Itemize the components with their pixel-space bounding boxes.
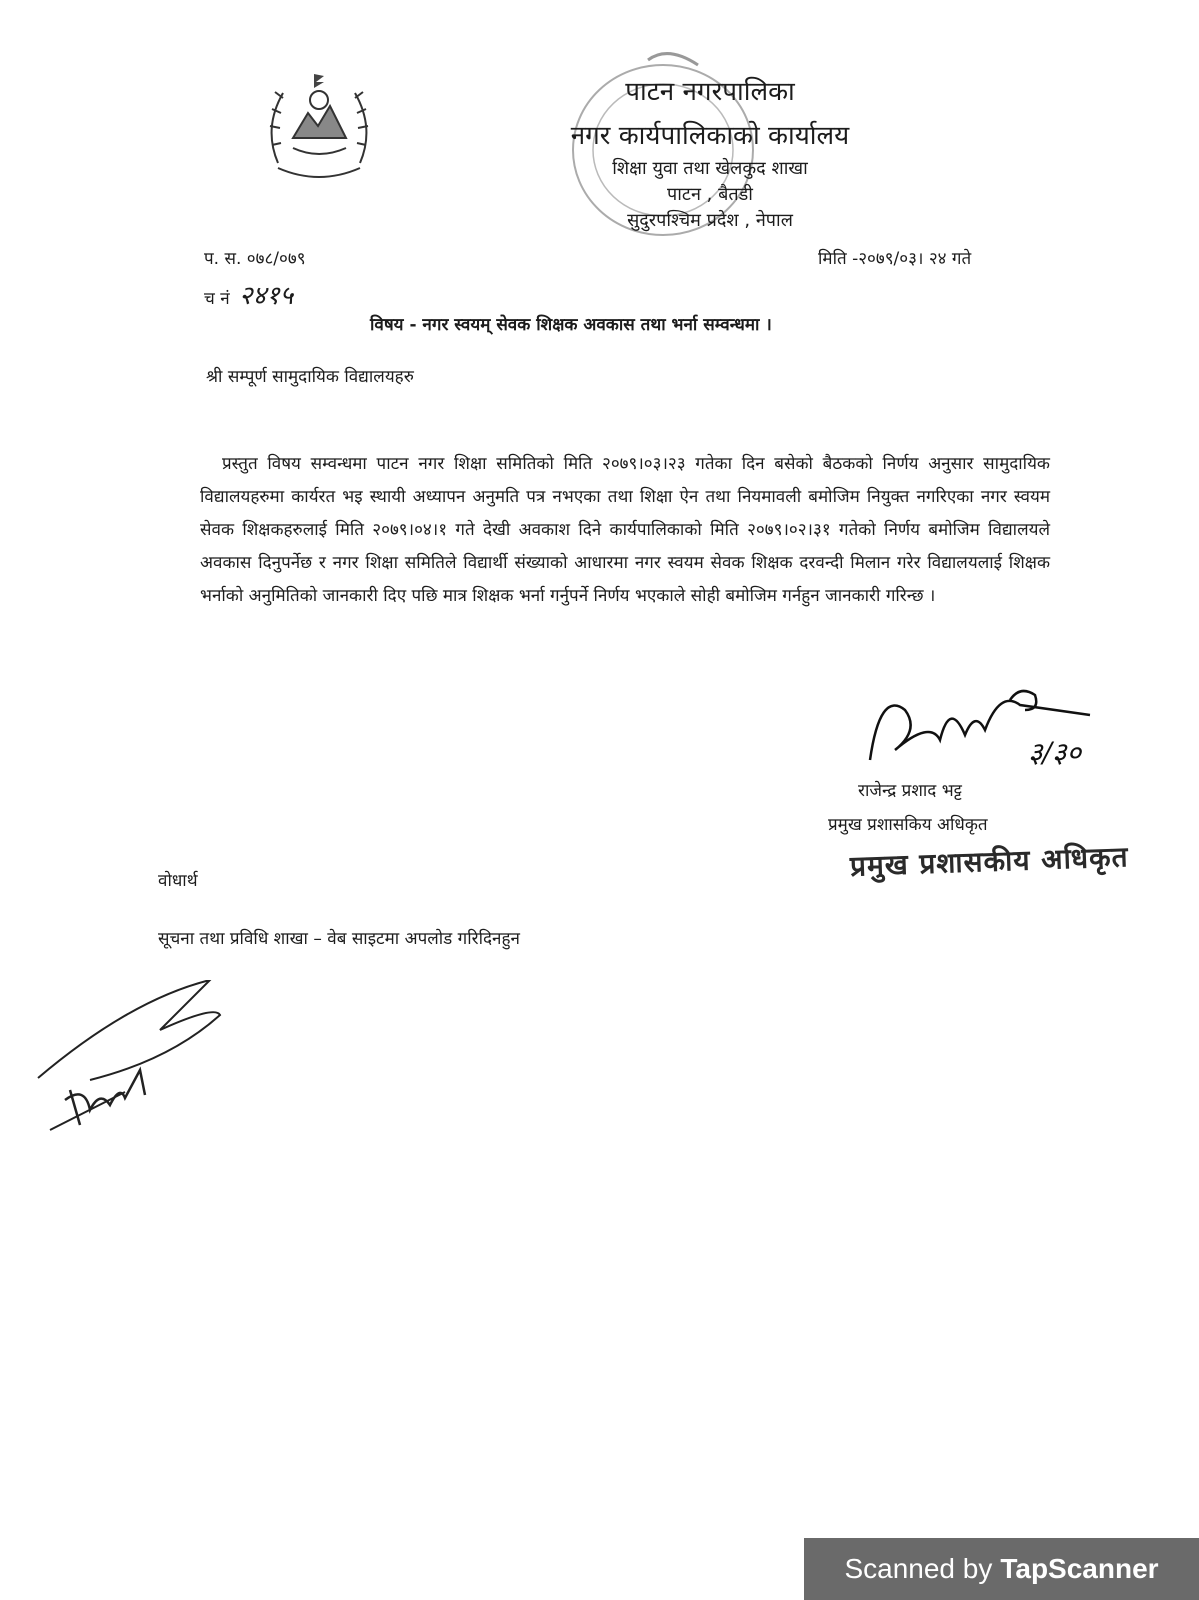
municipality-name: पाटन नगरपालिका <box>625 77 795 107</box>
province-country: सुदुरपश्चिम प्रदेश , नेपाल <box>627 210 793 231</box>
nepal-emblem-icon <box>258 68 380 186</box>
dispatch-number <box>204 276 293 312</box>
dispatch-number-label: च नं <box>204 289 230 309</box>
watermark-prefix: Scanned by <box>844 1553 993 1584</box>
watermark-brand: TapScanner <box>1000 1553 1159 1584</box>
letter-recipient: श्री सम्पूर्ण सामुदायिक विद्यालयहरु <box>206 367 414 387</box>
designation-stamp: प्रमुख प्रशासकीय अधिकृत <box>849 840 1130 883</box>
handwritten-signature <box>860 680 1120 790</box>
signatory-name: राजेन्द्र प्रशाद भट्ट <box>858 781 962 801</box>
handwritten-initials <box>30 980 240 1150</box>
cc-label: वोधार्थ <box>158 871 198 891</box>
office-name: नगर कार्यपालिकाको कार्यालय <box>570 121 850 151</box>
signature-date: ३/३० <box>1028 736 1082 769</box>
letter-reference-number: प. स. ०७८/०७९ <box>204 249 306 269</box>
letter-date: मिति -२०७९/०३। २४ गते <box>818 249 972 269</box>
letter-body: प्रस्तुत विषय सम्वन्धमा पाटन नगर शिक्षा समितिको मिति २०७९।०३।२३ गतेका दिन बसेको बैठकको निर्णय अनुसार सामुदायिक विद्यालयहरुमा कार्यरत भइ स्थायी अध्यापन अनुमति पत्र नभएका तथा शिक्षा ऐन तथा नियमावली बमोजिम नियुक्त नगरिएका नगर स्वयम सेवक शिक्षकहरुलाई मिति २०७९।०४।१ गते देखी अवकाश दिने कार्यपालिकाको मिति २०७९।०२।३१ गतेको निर्णय बमोजिम विद्यालयले अवकास दिनुपर्नेछ र नगर शिक्षा समितिले विद्यार्थी संख्याको आधारमा नगर स्वयम सेवक शिक्षक दरवन्दी मिलान गरेर विद्यालयलाई शिक्षक भर्नाको अनुमितिको जानकारी दिए पछि मात्र शिक्षक भर्ना गर्नुपर्ने निर्णय भएकाले सोही बमोजिम गर्नहुन जानकारी गरिन्छ । <box>200 454 1050 606</box>
letter-subject: विषय - नगर स्वयम् सेवक शिक्षक अवकास तथा भर्ना सम्वन्धमा । <box>370 315 772 335</box>
dispatch-number-value: २४१५ <box>239 281 294 311</box>
branch-name: शिक्षा युवा तथा खेलकुद शाखा <box>612 158 808 179</box>
signatory-title: प्रमुख प्रशासकिय अधिकृत <box>828 815 988 835</box>
cc-recipient: सूचना तथा प्रविधि शाखा – वेब साइटमा अपलोड गरिदिनहुन <box>158 929 520 949</box>
scanner-watermark <box>804 1538 1199 1600</box>
office-address: पाटन , बैतडी <box>667 184 753 205</box>
